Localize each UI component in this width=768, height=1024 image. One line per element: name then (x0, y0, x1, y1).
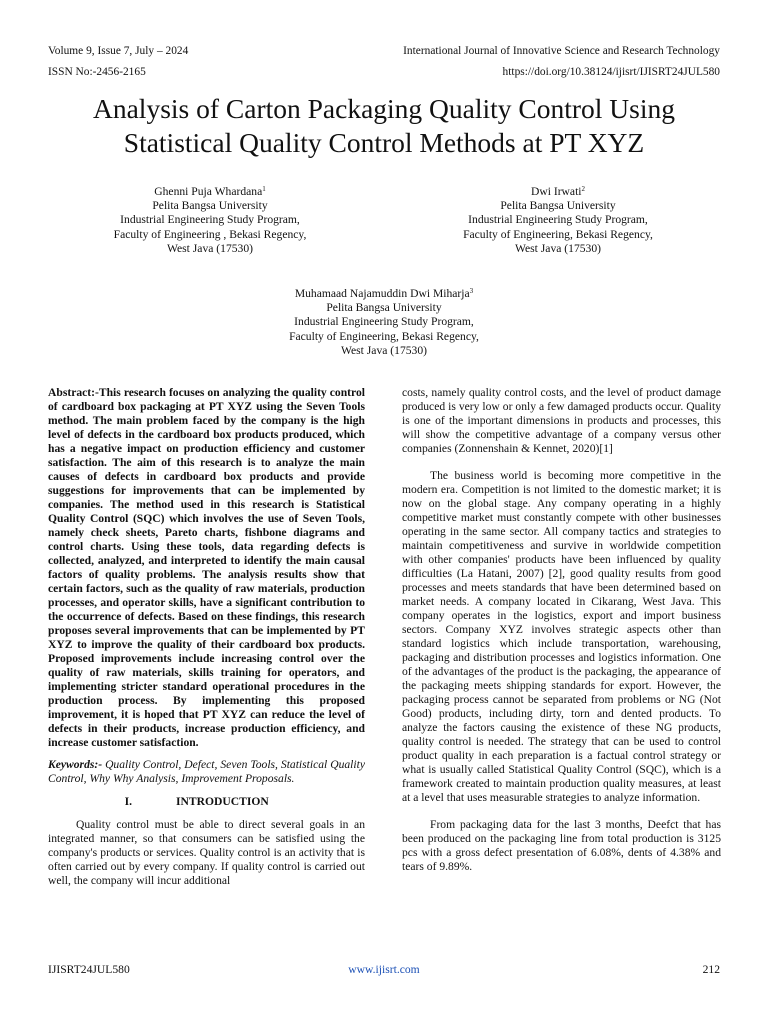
keywords-label: Keywords:- (48, 758, 103, 771)
author-block-3 (264, 287, 504, 358)
header-issn: ISSN No:-2456-2165 (48, 66, 146, 78)
author-program: Industrial Engineering Study Program, (120, 213, 300, 227)
header-journal-name: International Journal of Innovative Science and Research Technology (403, 45, 720, 57)
paper-title (20, 92, 748, 160)
author-affiliation-marker: 2 (581, 185, 586, 193)
author-affiliation-marker: 1 (262, 185, 266, 193)
author-location: West Java (17530) (515, 241, 601, 255)
author-university: Pelita Bangsa University (326, 301, 442, 315)
keywords-list: Quality Control, Defect, Seven Tools, Statistical Quality Control, Why Why Analysis, Improvement Proposals. (48, 758, 365, 785)
author-program: Industrial Engineering Study Program, (294, 315, 474, 329)
author-block-1 (90, 185, 330, 256)
section-number: I. (124, 795, 132, 808)
author-location: West Java (17530) (341, 343, 427, 357)
author-faculty: Faculty of Engineering , Bekasi Regency, (113, 227, 307, 241)
body-paragraph: Quality control must be able to direct several goals in an integrated manner, so that consumers can be satisfied using the company's products or services. Quality control is an activity that is often carried out by every company. If quality control is carried out well, the company will incur additional (48, 818, 365, 887)
paper-title-line-1: Analysis of Carton Packaging Quality Control Using (92, 93, 676, 124)
body-paragraph: costs, namely quality control costs, and the level of product damage produced is very low or only a few damaged products occur. Quality is one of the important dimensions in products and processes, this will show the competitive advantage of a company versus other companies (Zonnenshain & Kennet, 2020)[1] (402, 386, 721, 455)
section-heading-introduction (48, 795, 365, 809)
author-name: Dwi Irwati (530, 185, 582, 198)
right-column (402, 386, 721, 874)
section-title: INTRODUCTION (176, 795, 269, 808)
paper-title-line-2: Statistical Quality Control Methods at PT XYZ (123, 127, 645, 158)
author-block-2 (438, 185, 678, 256)
author-location: West Java (17530) (167, 241, 253, 255)
footer-website-link[interactable]: www.ijisrt.com (348, 963, 420, 976)
header-volume: Volume 9, Issue 7, July – 2024 (48, 45, 189, 57)
keywords (48, 758, 365, 786)
footer-article-id: IJISRT24JUL580 (48, 963, 130, 976)
body-paragraph: The business world is becoming more competitive in the modern era. Competition is not limited to the domestic market; it is now on the global stage. Any company operating in a highly competitive market must constantly compete with other businesses operating in the same sector. All company tactics and strategies to maintain competitiveness and survive in worldwide competition with other companies' products have been influenced by quality difficulties (La Hatani, 2007) [2], good quality results from good processes and meets standards that have been determined based on market needs. A company located in Cikarang, West Java. This company operates in the logistics, export and import business sectors. Company XYZ involves strategic aspects other than standard logistics which include transportation, warehousing, packaging and distribution processes and logistics information. One of the advantages of the product is the packaging, the appearance of the packaging meets shipping standards for export. However, the packaging process cannot be separated from problems or NG (Not Good) products, including dirty, torn and dented products. To analyze the factors causing the existence of these NG products, quality control is needed. The strategy that can be used to control product quality in each preparation is a factual control strategy or what is usually called Statistical Quality Control (SQC), which is a framework created to maintain production quality measures, at least at a level that uses measurable strategies to analyze information. (402, 469, 721, 804)
left-column (48, 386, 365, 888)
author-university: Pelita Bangsa University (500, 199, 616, 213)
author-name: Ghenni Puja Whardana (154, 185, 263, 198)
body-paragraph: From packaging data for the last 3 months, Deefct that has been produced on the packaging line from total production is 3125 pcs with a gross defect presentation of 6.08%, dents of 4.38% and tears of 9.89%. (402, 818, 721, 873)
header-doi-link[interactable]: https://doi.org/10.38124/ijisrt/IJISRT24JUL580 (502, 66, 720, 78)
author-faculty: Faculty of Engineering, Bekasi Regency, (289, 329, 479, 343)
author-name: Muhamaad Najamuddin Dwi Miharja (294, 287, 470, 300)
author-faculty: Faculty of Engineering, Bekasi Regency, (463, 227, 653, 241)
footer-page-number: 212 (702, 963, 720, 976)
author-program: Industrial Engineering Study Program, (468, 213, 648, 227)
author-affiliation-marker: 3 (469, 287, 474, 295)
abstract: Abstract:-This research focuses on analyzing the quality control of cardboard box packaging at PT XYZ using the Seven Tools method. The main problem faced by the company is the high level of defects in the cardboard box products produced, which has a negative impact on production efficiency and customer satisfaction. The aim of this research is to analyze the main causes of defects in cardboard box products and provide suggestions for improvements that can be implemented by companies. The method used in this research is Statistical Quality Control (SQC) which involves the use of Seven Tools, namely check sheets, Pareto charts, fishbone diagrams and control charts. Using these tools, data regarding defects is collected, analyzed, and interpreted to identify the main causal factors of quality problems. The analysis results show that certain factors, such as the quality of raw materials, production processes, and operator skills, have a significant contribution to the occurrence of defects. Based on these findings, this research proposes several improvements that can be implemented by PT XYZ to improve the quality of their cardboard box products. Proposed improvements include increasing control over the quality of raw materials, skills training for operators, and implementing stricter standard operational procedures in the production process. By implementing this proposed improvement, it is hoped that PT XYZ can reduce the level of defects in their products, increase production efficiency, and increase customer satisfaction. (48, 386, 365, 749)
author-university: Pelita Bangsa University (152, 199, 268, 213)
